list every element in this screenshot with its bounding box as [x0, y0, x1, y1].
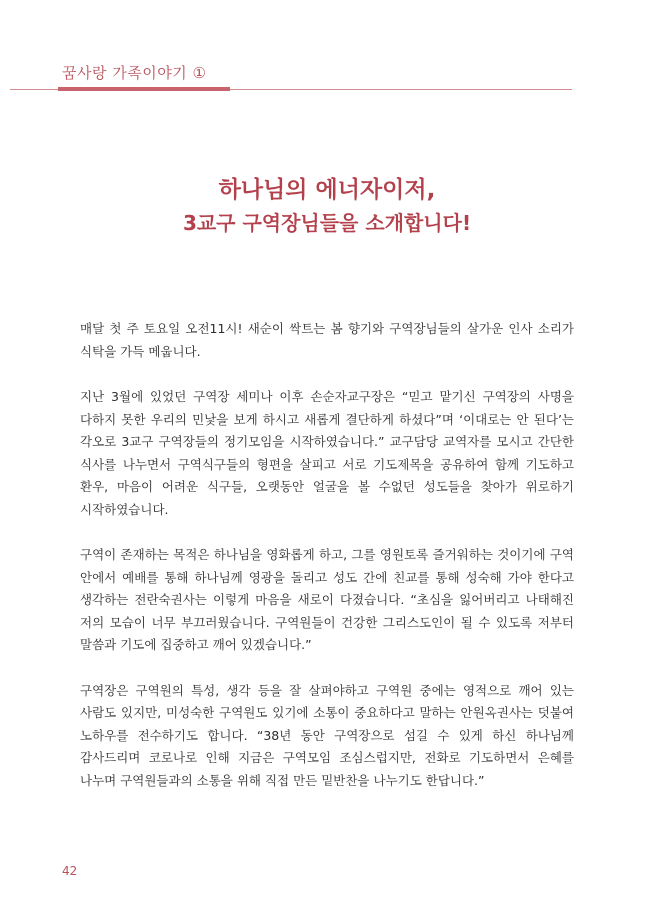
- page-number: 42: [62, 864, 78, 878]
- paragraph: 구역이 존재하는 목적은 하나님을 영화롭게 하고, 그를 영원토록 즐거워하는 것이기에 구역 안에서 예배를 통해 하나님께 영광을 돌리고 성도 간에 친교를 통해 성숙해 가야 한다고 생각하는 전란숙권사는 이렇게 마음을 새로이 다졌습니다. “초심을 잃어버리고 나태해진 저의 모습이 너무 부끄러웠습니다. 구역원들이 건강한 그리스도인이 될 수 있도록 저부터 말씀과 기도에 집중하고 깨어 있겠습니다.”: [80, 547, 574, 652]
- article-title-line2: 3교구 구역장님들을 소개합니다!: [182, 211, 472, 235]
- paragraph: 매달 첫 주 토요일 오전11시! 새순이 싹트는 봄 향기와 구역장님들의 살가운 인사 소리가 식탁을 가득 메웁니다.: [80, 321, 574, 359]
- article-title-line1: 하나님의 에너자이저,: [218, 177, 436, 203]
- article-body: [80, 318, 574, 815]
- article-title: [0, 173, 654, 239]
- paragraph: 구역장은 구역원의 특성, 생각 등을 잘 살펴야하고 구역원 중에는 영적으로 깨어 있는 사람도 있지만, 미성숙한 구역원도 있기에 소통이 중요하다고 말하는 안원옥권사는 덧붙여 노하우를 전수하기도 합니다. “38년 동안 구역장으로 섬길 수 있게 하신 하나님께 감사드리며 코로나로 인해 지금은 구역모임 조심스럽지만, 전화로 기도하면서 은혜를 나누며 구역원들과의 소통을 위해 직접 만든 밑반찬을 나누기도 한답니다.”: [80, 682, 574, 788]
- header-divider-accent: [58, 87, 230, 91]
- paragraph: 지난 3월에 있었던 구역장 세미나 이후 손순자교구장은 “믿고 맡기신 구역장의 사명을 다하지 못한 우리의 민낯을 보게 하시고 새롭게 결단하게 하셨다”며 ‘이대로는 안 된다’는 각오로 3교구 구역장들의 정기모임을 시작하였습니다.” 교구담당 교역자를 모시고 간단한 식사를 나누면서 구역식구들의 형편을 살피고 서로 기도제목을 공유하여 함께 기도하고 환우, 마음이 어려운 식구들, 오랫동안 얼굴을 볼 수없던 성도들을 찾아가 위로하기 시작하였습니다.: [80, 389, 574, 517]
- section-header: 꿈사랑 가족이야기 ①: [62, 64, 207, 82]
